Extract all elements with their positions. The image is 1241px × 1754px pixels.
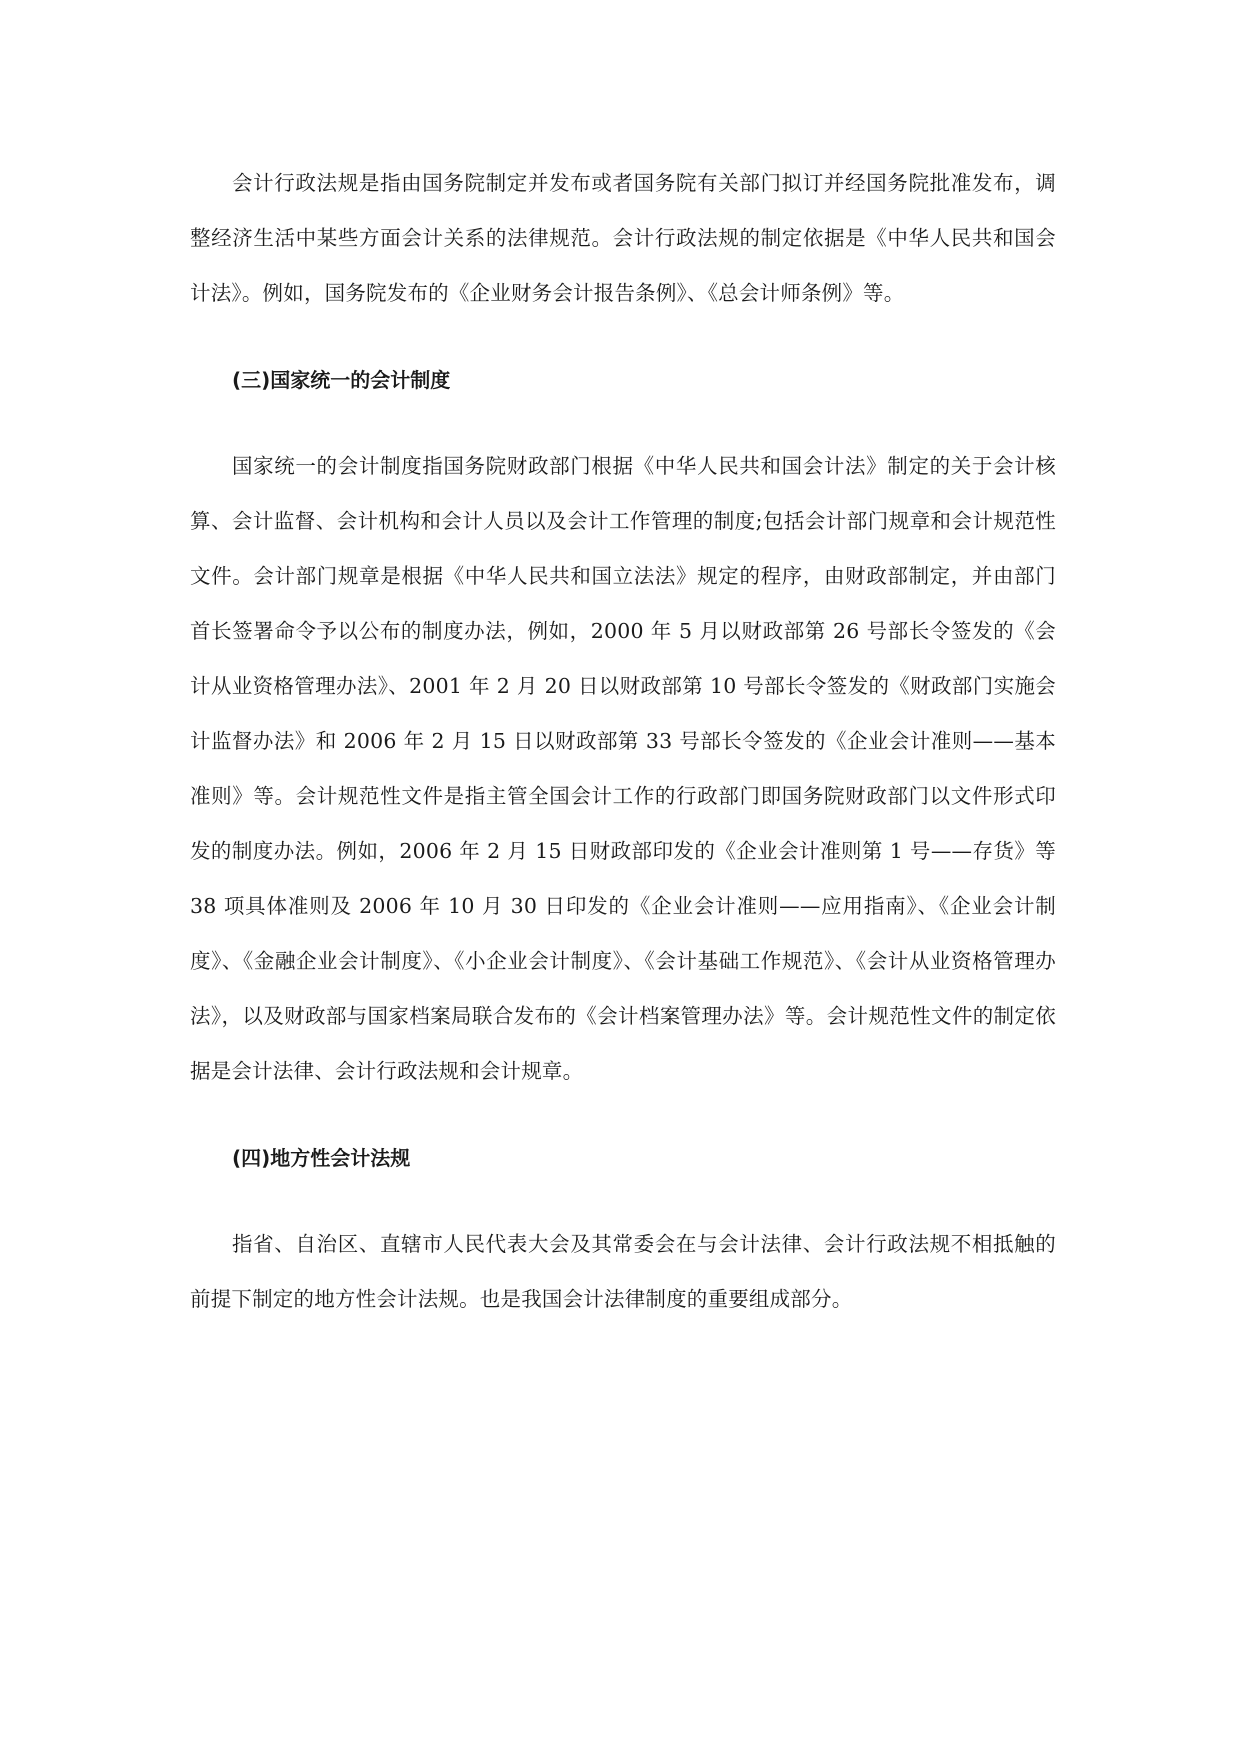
- section-heading-unified-accounting-system: (三)国家统一的会计制度: [232, 368, 451, 392]
- document-body: [190, 156, 1056, 1327]
- paragraph-local-accounting-regulations: 指省、自治区、直辖市人民代表大会及其常委会在与会计法律、会计行政法规不相抵触的前提下制定的地方性会计法规。也是我国会计法律制度的重要组成部分。: [190, 1232, 1056, 1311]
- section-heading-local-accounting-regulations: (四)地方性会计法规: [232, 1146, 411, 1170]
- paragraph-administrative-regulations: 会计行政法规是指由国务院制定并发布或者国务院有关部门拟订并经国务院批准发布，调整经济生活中某些方面会计关系的法律规范。会计行政法规的制定依据是《中华人民共和国会计法》。例如，国务院发布的《企业财务会计报告条例》、《总会计师条例》等。: [190, 171, 1056, 305]
- paragraph-unified-accounting-system: 国家统一的会计制度指国务院财政部门根据《中华人民共和国会计法》制定的关于会计核算、会计监督、会计机构和会计人员以及会计工作管理的制度;包括会计部门规章和会计规范性文件。会计部门规章是根据《中华人民共和国立法法》规定的程序，由财政部制定，并由部门首长签署命令予以公布的制度办法，例如，2000 年 5 月以财政部第 26 号部长令签发的《会计从业资格管理办法》、2001 年 2 月 20 日以财政部第 10 号部长令签发的《财政部门实施会计监督办法》和 2006 年 2 月 15 日以财政部第 33 号部长令签发的《企业会计准则——基本准则》等。会计规范性文件是指主管全国会计工作的行政部门即国务院财政部门以文件形式印发的制度办法。例如，2006 年 2 月 15 日财政部印发的《企业会计准则第 1 号——存货》等 38 项具体准则及 2006 年 10 月 30 日印发的《企业会计准则——应用指南》、《企业会计制度》、《金融企业会计制度》、《小企业会计制度》、《会计基础工作规范》、《会计从业资格管理办法》，以及财政部与国家档案局联合发布的《会计档案管理办法》等。会计规范性文件的制定依据是会计法律、会计行政法规和会计规章。: [190, 454, 1056, 1083]
